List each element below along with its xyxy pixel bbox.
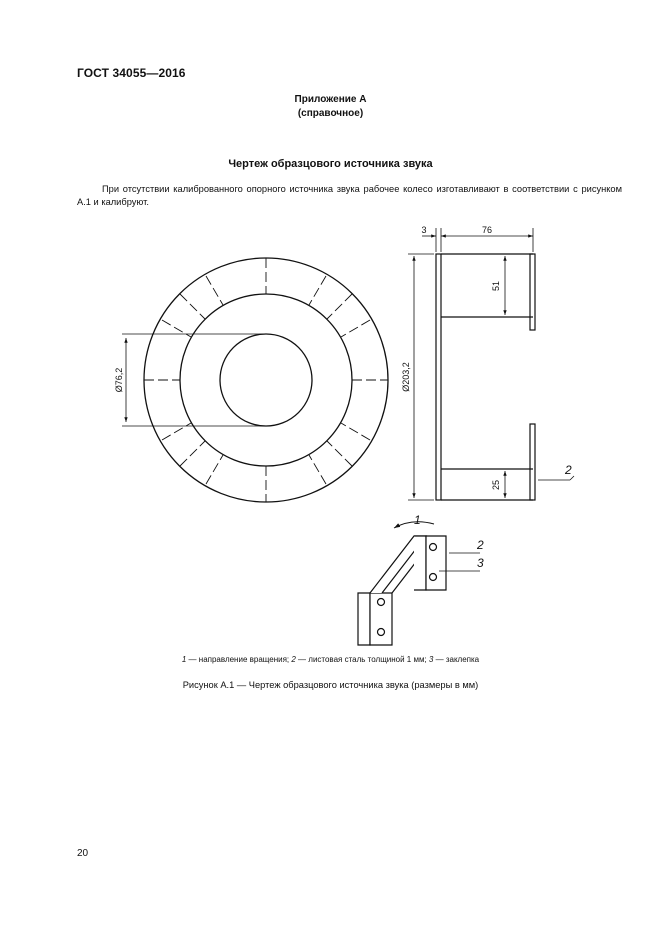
inner-diameter-label: Ø76,2 [114, 367, 124, 393]
figure-legend [0, 655, 661, 664]
thickness-label: 3 [421, 225, 427, 235]
width-label: 76 [481, 225, 493, 235]
callout-1: 1 [414, 513, 421, 527]
page-number: 20 [77, 848, 89, 859]
legend-num-1: 1 [181, 655, 187, 664]
callout-3: 3 [477, 556, 484, 570]
legend-num-3: 3 [428, 655, 434, 664]
standard-number: ГОСТ 34055—2016 [77, 66, 186, 80]
appendix-subtitle: (справочное) [297, 108, 364, 119]
top-height-label: 51 [491, 280, 501, 292]
top-view [122, 258, 388, 502]
outer-diameter-label: Ø203,2 [401, 362, 411, 392]
side-view [408, 228, 574, 500]
section-heading: Чертеж образцового источника звука [228, 158, 433, 170]
body-paragraph: При отсутствии калиброванного опорного источника звука рабочее колесо изготавливают в соответствии с рисунком А.1 и калибруют. [77, 184, 622, 207]
appendix-title: Приложение А [294, 94, 367, 105]
middle-ring [180, 294, 352, 466]
legend-text-1: — направление вращения; [186, 655, 292, 664]
figure-caption: Рисунок А.1 — Чертеж образцового источника звука (размеры в мм) [182, 680, 479, 690]
legend-text-3: — заклепка [433, 655, 480, 664]
legend-text-2: — листовая сталь толщиной 1 мм; [295, 655, 429, 664]
callout-2-side: 2 [565, 463, 572, 477]
bottom-height-label: 25 [491, 479, 501, 491]
bracket-detail [358, 522, 480, 645]
legend-num-2: 2 [291, 655, 296, 664]
inner-hole [220, 334, 312, 426]
callout-2-bracket: 2 [477, 538, 484, 552]
